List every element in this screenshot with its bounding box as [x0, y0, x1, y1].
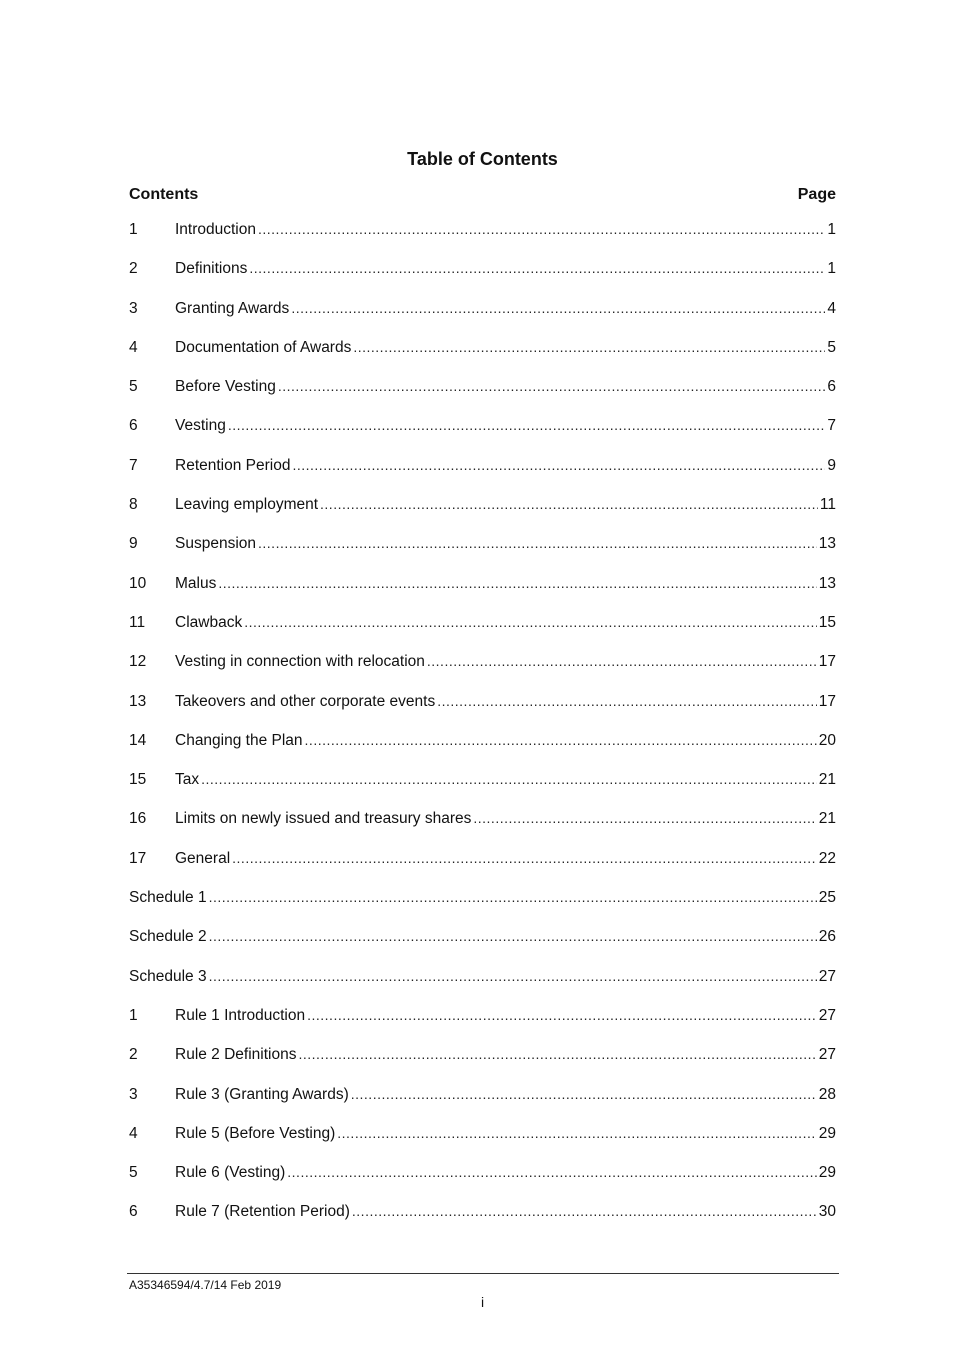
toc-entry-page: 29: [818, 1124, 836, 1142]
toc-entry-page: 21: [818, 810, 836, 828]
toc-entry[interactable]: [129, 300, 836, 339]
toc-entry-page: 4: [827, 299, 836, 317]
toc-leader-dots: [473, 810, 816, 826]
toc-entry[interactable]: [129, 810, 836, 849]
toc-entry-label: Before Vesting: [175, 378, 276, 396]
toc-entry-number: 17: [129, 849, 147, 867]
toc-entry-label: Leaving employment: [175, 496, 319, 514]
toc-entry-page: 27: [818, 1046, 836, 1064]
toc-leader-dots: [291, 300, 825, 316]
toc-entry-number: 7: [129, 456, 138, 474]
toc-leader-dots: [209, 889, 817, 905]
toc-entry-page: 1: [827, 221, 836, 238]
toc-leader-dots: [337, 1125, 816, 1141]
toc-entry-label: Rule 6 (Vesting): [175, 1164, 286, 1182]
toc-entry-label: Limits on newly issued and treasury shares: [175, 810, 472, 828]
toc-entry-page: 29: [818, 1164, 836, 1182]
toc-entry-number: 2: [129, 1046, 138, 1064]
toc-entry[interactable]: [129, 535, 836, 574]
toc-list: [129, 221, 836, 1243]
toc-entry[interactable]: [129, 889, 836, 928]
toc-entry[interactable]: [129, 653, 836, 692]
toc-entry-number: 11: [129, 613, 146, 631]
toc-entry-number: 2: [129, 260, 138, 278]
toc-entry-label: Schedule 3: [129, 967, 207, 985]
toc-entry-page: 15: [818, 613, 836, 631]
toc-entry-number: 1: [129, 1006, 138, 1024]
toc-leader-dots: [298, 1046, 816, 1062]
toc-entry[interactable]: [129, 850, 836, 889]
toc-leader-dots: [209, 968, 817, 984]
toc-entry-page: 1: [827, 260, 836, 278]
toc-entry[interactable]: [129, 417, 836, 456]
toc-entry[interactable]: [129, 1203, 836, 1242]
toc-entry[interactable]: [129, 1086, 836, 1125]
toc-leader-dots: [218, 575, 816, 591]
toc-leader-dots: [353, 339, 825, 355]
toc-entry[interactable]: [129, 457, 836, 496]
toc-entry-number: 1: [129, 221, 138, 238]
toc-leader-dots: [232, 850, 817, 866]
toc-entry-label: Rule 3 (Granting Awards): [175, 1085, 349, 1103]
toc-entry-number: 4: [129, 338, 138, 356]
toc-entry-label: Vesting: [175, 417, 226, 435]
toc-entry-label: Schedule 2: [129, 928, 207, 946]
toc-entry-page: 7: [827, 417, 836, 435]
toc-entry-page: 9: [827, 456, 836, 474]
toc-entry-page: 6: [827, 378, 836, 396]
toc-entry-label: Clawback: [175, 613, 243, 631]
toc-entry-page: 13: [818, 535, 836, 553]
toc-entry[interactable]: [129, 1007, 836, 1046]
toc-entry[interactable]: [129, 575, 836, 614]
toc-entry-label: Introduction: [175, 221, 256, 238]
toc-entry-page: 5: [827, 338, 836, 356]
toc-leader-dots: [352, 1203, 817, 1219]
toc-entry-number: 13: [129, 692, 147, 710]
toc-entry-label: General: [175, 849, 231, 867]
toc-leader-dots: [292, 457, 825, 473]
toc-entry[interactable]: [129, 378, 836, 417]
toc-entry-number: 6: [129, 417, 138, 435]
toc-entry-number: 5: [129, 1164, 138, 1182]
toc-entry-number: 15: [129, 771, 147, 789]
contents-heading: Contents: [129, 186, 199, 203]
toc-entry-label: Vesting in connection with relocation: [175, 653, 425, 671]
toc-entry[interactable]: [129, 260, 836, 299]
toc-entry-page: 27: [818, 1006, 836, 1024]
toc-leader-dots: [244, 614, 817, 630]
toc-entry-number: 6: [129, 1203, 138, 1221]
toc-entry-label: Suspension: [175, 535, 257, 553]
page-heading: Page: [797, 186, 836, 203]
toc-entry-number: 8: [129, 496, 138, 514]
toc-entry-page: 27: [818, 967, 836, 985]
toc-header: [129, 186, 836, 208]
toc-entry-page: 28: [818, 1085, 836, 1103]
toc-entry-label: Definitions: [175, 260, 248, 278]
toc-entry[interactable]: [129, 221, 836, 260]
toc-leader-dots: [258, 221, 825, 237]
toc-leader-dots: [287, 1164, 816, 1180]
toc-entry-label: Rule 1 Introduction: [175, 1006, 306, 1024]
document-reference: A35346594/4.7/14 Feb 2019: [129, 1278, 282, 1292]
toc-entry-page: 11: [819, 496, 836, 514]
toc-entry-label: Rule 5 (Before Vesting): [175, 1124, 336, 1142]
toc-entry[interactable]: [129, 928, 836, 967]
toc-leader-dots: [320, 496, 818, 512]
toc-entry[interactable]: [129, 1125, 836, 1164]
toc-entry-number: 5: [129, 378, 138, 396]
toc-entry[interactable]: [129, 771, 836, 810]
toc-entry-number: 4: [129, 1124, 138, 1142]
toc-entry-label: Granting Awards: [175, 299, 290, 317]
toc-entry-page: 26: [818, 928, 836, 946]
toc-entry-label: Documentation of Awards: [175, 338, 352, 356]
toc-entry-page: 25: [818, 889, 836, 907]
footer-divider: [127, 1273, 839, 1274]
toc-leader-dots: [427, 653, 817, 669]
toc-leader-dots: [437, 693, 817, 709]
toc-entry-label: Takeovers and other corporate events: [175, 692, 436, 710]
toc-entry[interactable]: [129, 339, 836, 378]
toc-entry-label: Changing the Plan: [175, 731, 303, 749]
toc-entry-page: 17: [818, 692, 836, 710]
page-title: Table of Contents: [407, 149, 558, 169]
toc-entry-number: 3: [129, 1085, 138, 1103]
toc-entry-page: 30: [818, 1203, 836, 1221]
toc-leader-dots: [351, 1086, 817, 1102]
toc-entry-label: Rule 2 Definitions: [175, 1046, 297, 1064]
toc-entry-label: Malus: [175, 574, 217, 592]
toc-entry[interactable]: [129, 693, 836, 732]
toc-entry-page: 17: [818, 653, 836, 671]
toc-entry-label: Schedule 1: [129, 889, 207, 907]
toc-entry-number: 3: [129, 299, 138, 317]
toc-entry[interactable]: [129, 732, 836, 771]
toc-entry[interactable]: [129, 496, 836, 535]
toc-leader-dots: [228, 417, 826, 433]
toc-leader-dots: [258, 535, 817, 551]
toc-entry-page: 21: [818, 771, 836, 789]
toc-leader-dots: [307, 1007, 817, 1023]
toc-entry-page: 22: [818, 849, 836, 867]
toc-leader-dots: [209, 928, 817, 944]
toc-entry-number: 10: [129, 574, 147, 592]
toc-entry-number: 16: [129, 810, 147, 828]
toc-entry-label: Retention Period: [175, 456, 291, 474]
toc-entry-page: 13: [818, 574, 836, 592]
toc-leader-dots: [305, 732, 817, 748]
toc-entry-number: 9: [129, 535, 138, 553]
toc-entry[interactable]: [129, 614, 836, 653]
toc-leader-dots: [249, 260, 825, 276]
toc-entry[interactable]: [129, 1046, 836, 1085]
toc-entry-page: 20: [818, 731, 836, 749]
toc-leader-dots: [278, 378, 826, 394]
toc-entry[interactable]: [129, 1164, 836, 1203]
toc-entry-label: Rule 7 (Retention Period): [175, 1203, 350, 1221]
toc-entry-number: 14: [129, 731, 147, 749]
toc-leader-dots: [201, 771, 817, 787]
toc-entry[interactable]: [129, 968, 836, 1007]
toc-entry-number: 12: [129, 653, 147, 671]
page-number: i: [480, 1294, 485, 1310]
toc-entry-label: Tax: [175, 771, 200, 789]
